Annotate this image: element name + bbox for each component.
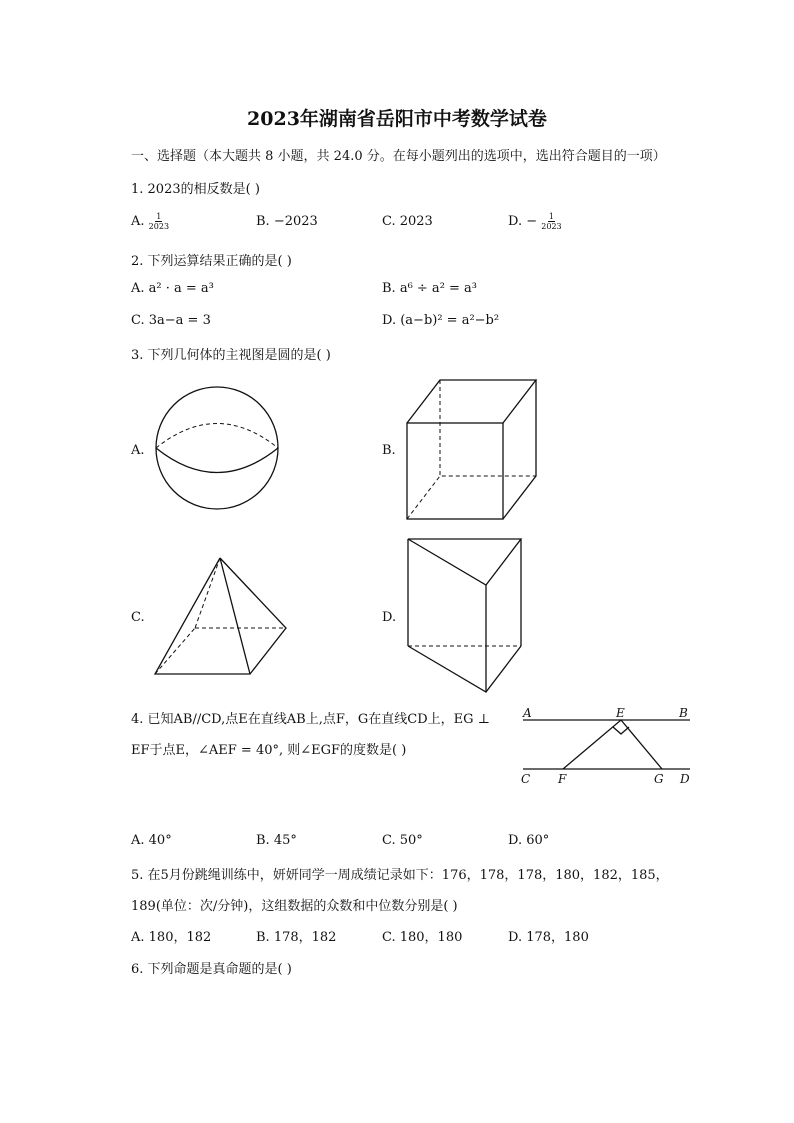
q2-option-b[interactable]: B. a⁶ ÷ a² = a³ [382, 281, 478, 296]
question-4-line1: 4. 已知AB//CD,点E在直线AB上,点F，G在直线CD上，EG ⊥ [131, 712, 490, 727]
q1-d-denominator: 2023 [541, 222, 562, 231]
q4-option-c[interactable]: C. 50° [382, 833, 423, 848]
section-heading: 一、选择题（本大题共 8 小题，共 24.0 分。在每小题列出的选项中，选出符合题目的一项） [131, 149, 666, 164]
question-4-line2: EF于点E，∠AEF = 40°, 则∠EGF的度数是( ) [131, 743, 407, 758]
exam-title: 2023年湖南省岳阳市中考数学试卷 [247, 108, 547, 130]
question-2-stem: 2. 下列运算结果正确的是( ) [131, 254, 292, 269]
q1-option-a-fraction [149, 212, 169, 231]
q1-option-d-fraction [541, 212, 561, 231]
question-5-line2: 189(单位：次/分钟)，这组数据的众数和中位数分别是( ) [131, 899, 458, 914]
prism-figure [402, 534, 527, 696]
q1-option-c[interactable]: C. 2023 [382, 214, 433, 229]
q3-option-b-label[interactable]: B. [382, 443, 396, 458]
parallel-lines-figure [518, 703, 698, 788]
q2-option-a[interactable]: A. a² · a = a³ [131, 281, 214, 296]
q3-option-a-label[interactable]: A. [131, 443, 145, 458]
question-5-line1: 5. 在5月份跳绳训练中，妍妍同学一周成绩记录如下：176，178，178，180，182，185， [131, 868, 669, 883]
q1-d-numerator: 1 [548, 212, 554, 221]
q1-option-b[interactable]: B. −2023 [256, 214, 318, 229]
q1-option-a[interactable] [131, 212, 169, 231]
q1-option-d-label: D. − [508, 214, 538, 229]
q4-option-b[interactable]: B. 45° [256, 833, 297, 848]
q5-option-b[interactable]: B. 178，182 [256, 930, 337, 945]
q4-option-a[interactable]: A. 40° [131, 833, 172, 848]
sphere-figure [150, 385, 284, 515]
cube-figure [400, 375, 545, 525]
label-C: C [521, 772, 531, 786]
label-G: G [654, 772, 664, 786]
q4-option-d[interactable]: D. 60° [508, 833, 550, 848]
q5-option-c[interactable]: C. 180，180 [382, 930, 463, 945]
q2-option-c[interactable]: C. 3a−a = 3 [131, 313, 211, 328]
q5-option-d[interactable]: D. 178，180 [508, 930, 589, 945]
label-D: D [680, 772, 690, 786]
q1-option-d[interactable] [508, 212, 562, 231]
label-F: F [558, 772, 567, 786]
q1-a-denominator: 2023 [148, 222, 170, 231]
q5-option-a[interactable]: A. 180，182 [131, 930, 212, 945]
pyramid-figure [150, 553, 290, 678]
q1-a-numerator: 1 [156, 212, 162, 221]
label-A: A [523, 706, 532, 720]
question-6-stem: 6. 下列命题是真命题的是( ) [131, 962, 292, 977]
label-E: E [616, 706, 625, 720]
q3-option-c-label[interactable]: C. [131, 610, 145, 625]
q2-option-d[interactable]: D. (a−b)² = a²−b² [382, 313, 500, 328]
q3-option-d-label[interactable]: D. [382, 610, 397, 625]
question-3-stem: 3. 下列几何体的主视图是圆的是( ) [131, 348, 331, 363]
label-B: B [679, 706, 688, 720]
q1-option-a-label: A. [131, 214, 145, 229]
question-1-stem: 1. 2023的相反数是( ) [131, 182, 260, 197]
